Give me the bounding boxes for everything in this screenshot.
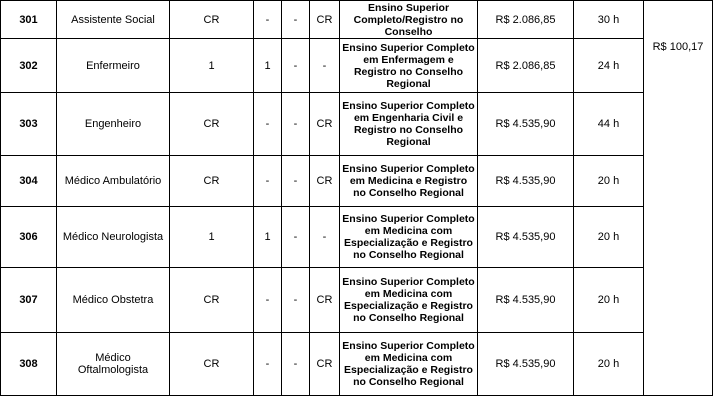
hours-cell: 24 h <box>574 39 644 93</box>
position-role: Assistente Social <box>57 1 170 39</box>
vacancy-cell: 1 <box>254 207 282 268</box>
salary-cell: R$ 2.086,85 <box>478 39 574 93</box>
requirement-cell: Ensino Superior Completo em Medicina com Especialização e Registro no Conselho Regional <box>340 333 478 396</box>
vacancy-cell: CR <box>170 268 254 333</box>
position-role: Médico Ambulatório <box>57 156 170 207</box>
position-code: 304 <box>1 156 57 207</box>
position-role: Enfermeiro <box>57 39 170 93</box>
vacancy-cell: CR <box>170 93 254 156</box>
hours-cell: 44 h <box>574 93 644 156</box>
vacancy-cell: 1 <box>170 39 254 93</box>
salary-cell: R$ 4.535,90 <box>478 268 574 333</box>
salary-cell: R$ 4.535,90 <box>478 156 574 207</box>
position-code: 302 <box>1 39 57 93</box>
vacancy-cell: - <box>254 268 282 333</box>
vacancy-cell: - <box>282 207 310 268</box>
vacancy-cell: - <box>282 268 310 333</box>
table-row <box>1 93 713 156</box>
vacancy-cell: - <box>254 333 282 396</box>
position-code: 308 <box>1 333 57 396</box>
requirement-cell: Ensino Superior Completo em Medicina com Especialização e Registro no Conselho Regional <box>340 207 478 268</box>
vacancy-cell: 1 <box>254 39 282 93</box>
hours-cell: 20 h <box>574 333 644 396</box>
position-role: Médico Obstetra <box>57 268 170 333</box>
position-code: 301 <box>1 1 57 39</box>
salary-cell: R$ 2.086,85 <box>478 1 574 39</box>
position-code: 306 <box>1 207 57 268</box>
position-role: Médico Neurologista <box>57 207 170 268</box>
salary-cell: R$ 4.535,90 <box>478 93 574 156</box>
vacancy-cell: - <box>282 156 310 207</box>
fee-cell: R$ 100,17 <box>644 1 713 396</box>
requirement-cell: Ensino Superior Completo em Enfermagem e Registro no Conselho Regional <box>340 39 478 93</box>
requirement-cell: Ensino Superior Completo em Medicina com Especialização e Registro no Conselho Regional <box>340 268 478 333</box>
vacancy-cell: CR <box>170 156 254 207</box>
table-row <box>1 333 713 396</box>
vacancy-cell: CR <box>310 268 340 333</box>
requirement-cell: Ensino Superior Completo em Medicina e Registro no Conselho Regional <box>340 156 478 207</box>
vacancy-cell: - <box>282 333 310 396</box>
vacancy-cell: CR <box>310 1 340 39</box>
vacancy-cell: - <box>282 39 310 93</box>
hours-cell: 30 h <box>574 1 644 39</box>
vacancy-cell: - <box>310 207 340 268</box>
hours-cell: 20 h <box>574 207 644 268</box>
requirement-cell: Ensino Superior Completo em Engenharia Civil e Registro no Conselho Regional <box>340 93 478 156</box>
vacancy-cell: 1 <box>170 207 254 268</box>
requirement-cell: Ensino Superior Completo/Registro no Conselho <box>340 1 478 39</box>
salary-cell: R$ 4.535,90 <box>478 207 574 268</box>
vacancy-cell: - <box>254 156 282 207</box>
table-row <box>1 39 713 93</box>
salary-cell: R$ 4.535,90 <box>478 333 574 396</box>
table-row <box>1 156 713 207</box>
table-row <box>1 1 713 39</box>
vacancy-cell: - <box>282 1 310 39</box>
vacancy-cell: CR <box>310 333 340 396</box>
vacancy-cell: CR <box>170 1 254 39</box>
vacancy-cell: CR <box>310 156 340 207</box>
vacancy-cell: - <box>282 93 310 156</box>
table-row <box>1 207 713 268</box>
vacancy-cell: - <box>254 93 282 156</box>
hours-cell: 20 h <box>574 268 644 333</box>
position-role: Médico Oftalmologista <box>57 333 170 396</box>
vacancy-cell: - <box>254 1 282 39</box>
vacancy-cell: CR <box>170 333 254 396</box>
hours-cell: 20 h <box>574 156 644 207</box>
table-row <box>1 268 713 333</box>
vacancy-cell: - <box>310 39 340 93</box>
position-code: 303 <box>1 93 57 156</box>
position-code: 307 <box>1 268 57 333</box>
position-role: Engenheiro <box>57 93 170 156</box>
vacancy-cell: CR <box>310 93 340 156</box>
